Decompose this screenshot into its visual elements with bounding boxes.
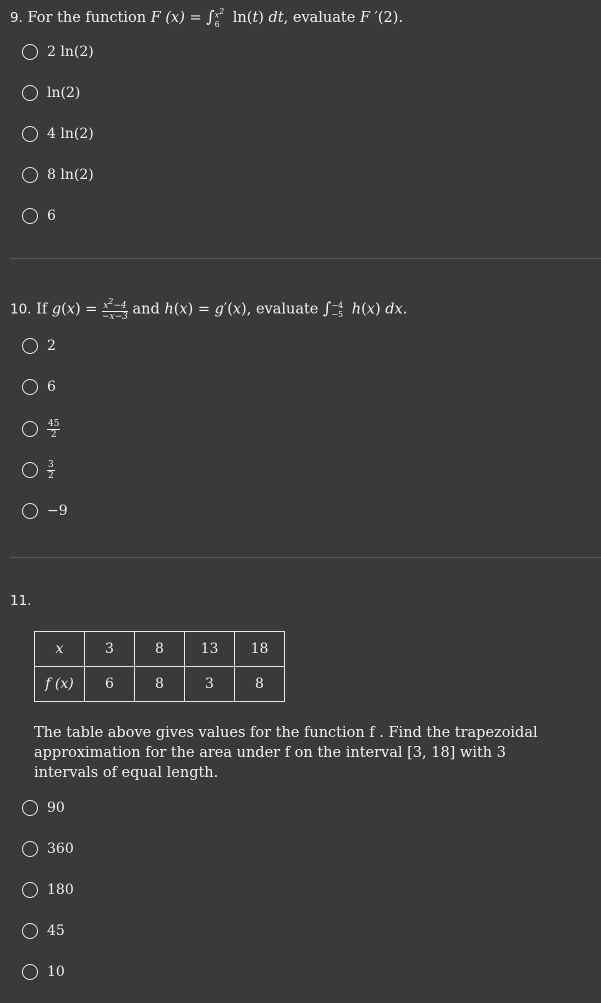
option-label: ln(2)	[47, 85, 81, 101]
answer-option[interactable]	[22, 164, 94, 186]
answer-option[interactable]	[22, 961, 65, 983]
question-number: 9.	[10, 10, 23, 26]
integral-limits: −4 −5	[331, 300, 344, 319]
answer-option[interactable]	[22, 459, 55, 481]
table-cell: 3	[185, 667, 235, 702]
math-expression: F (x) =	[150, 10, 207, 26]
table-cell: 6	[85, 667, 135, 702]
radio-button[interactable]	[22, 379, 38, 395]
answer-option[interactable]	[22, 418, 60, 440]
option-label: 180	[47, 882, 74, 898]
option-label: 6	[47, 208, 56, 224]
radio-button[interactable]	[22, 208, 38, 224]
radio-button[interactable]	[22, 462, 38, 478]
option-label: −9	[47, 503, 68, 519]
table-cell: 13	[185, 632, 235, 667]
option-label: 2 ln(2)	[47, 44, 94, 60]
question-11-title	[10, 593, 31, 609]
answer-option[interactable]	[22, 335, 56, 357]
answer-option[interactable]	[22, 920, 65, 942]
radio-button[interactable]	[22, 503, 38, 519]
question-text: evaluate	[292, 10, 356, 26]
answer-option[interactable]	[22, 879, 74, 901]
integral-sign: ∫	[206, 7, 215, 26]
table-cell: 18	[235, 632, 285, 667]
answer-option[interactable]	[22, 376, 56, 398]
table-cell: 8	[135, 667, 185, 702]
table-header-cell: f (x)	[35, 667, 85, 702]
math-expression: F ′(2).	[359, 10, 404, 26]
radio-button[interactable]	[22, 841, 38, 857]
integral-limits: $x^2$ 6	[214, 7, 225, 29]
fraction: $\frac{x^2-4}{-x-3}$	[102, 297, 128, 322]
radio-button[interactable]	[22, 44, 38, 60]
radio-button[interactable]	[22, 964, 38, 980]
divider	[10, 258, 601, 259]
table-cell: 8	[135, 632, 185, 667]
values-table	[34, 631, 285, 702]
integral-sign: ∫	[323, 298, 332, 318]
option-label: 360	[47, 841, 74, 857]
radio-button[interactable]	[22, 882, 38, 898]
question-text: If	[36, 301, 48, 318]
table-header-cell: x	[35, 632, 85, 667]
table-cell: 3	[85, 632, 135, 667]
answer-option[interactable]	[22, 500, 68, 522]
table-row	[35, 632, 285, 667]
radio-button[interactable]	[22, 126, 38, 142]
radio-button[interactable]	[22, 923, 38, 939]
answer-option[interactable]	[22, 205, 56, 227]
question-9-title	[10, 7, 403, 29]
radio-button[interactable]	[22, 800, 38, 816]
radio-button[interactable]	[22, 338, 38, 354]
option-label: $\frac{3}{2}$	[48, 459, 54, 481]
question-number: 10.	[10, 301, 32, 318]
radio-button[interactable]	[22, 167, 38, 183]
table-cell: 8	[235, 667, 285, 702]
question-text: and	[132, 301, 160, 318]
question-text: evaluate	[255, 301, 319, 318]
question-number: 11.	[10, 593, 32, 609]
question-text: The table above gives values for the function f . Find the trapezoidal approximation for the area under f on the interval [3, 18] with 3 intervals of equal length.	[34, 725, 538, 781]
option-label: 2	[47, 338, 56, 354]
math-expression: h(x) dx.	[351, 301, 408, 318]
math-expression: g(x) =	[51, 301, 102, 318]
radio-button[interactable]	[22, 421, 38, 437]
question-text: For the function	[27, 10, 147, 26]
radio-button[interactable]	[22, 85, 38, 101]
option-label: 90	[47, 800, 65, 816]
option-label: $\frac{45}{2}$	[48, 418, 60, 440]
option-label: 4 ln(2)	[47, 126, 94, 142]
option-label: 8 ln(2)	[47, 167, 94, 183]
answer-option[interactable]	[22, 41, 94, 63]
divider	[10, 557, 601, 558]
table-row	[35, 667, 285, 702]
answer-option[interactable]	[22, 123, 94, 145]
math-expression: ln(t) dt,	[228, 10, 289, 26]
answer-option[interactable]	[22, 797, 65, 819]
math-expression: h(x) = g′(x),	[164, 301, 252, 318]
option-label: 10	[47, 964, 65, 980]
answer-option[interactable]	[22, 82, 80, 104]
answer-option[interactable]	[22, 838, 74, 860]
option-label: 45	[47, 923, 65, 939]
question-10-title	[10, 297, 407, 322]
option-label: 6	[47, 379, 56, 395]
